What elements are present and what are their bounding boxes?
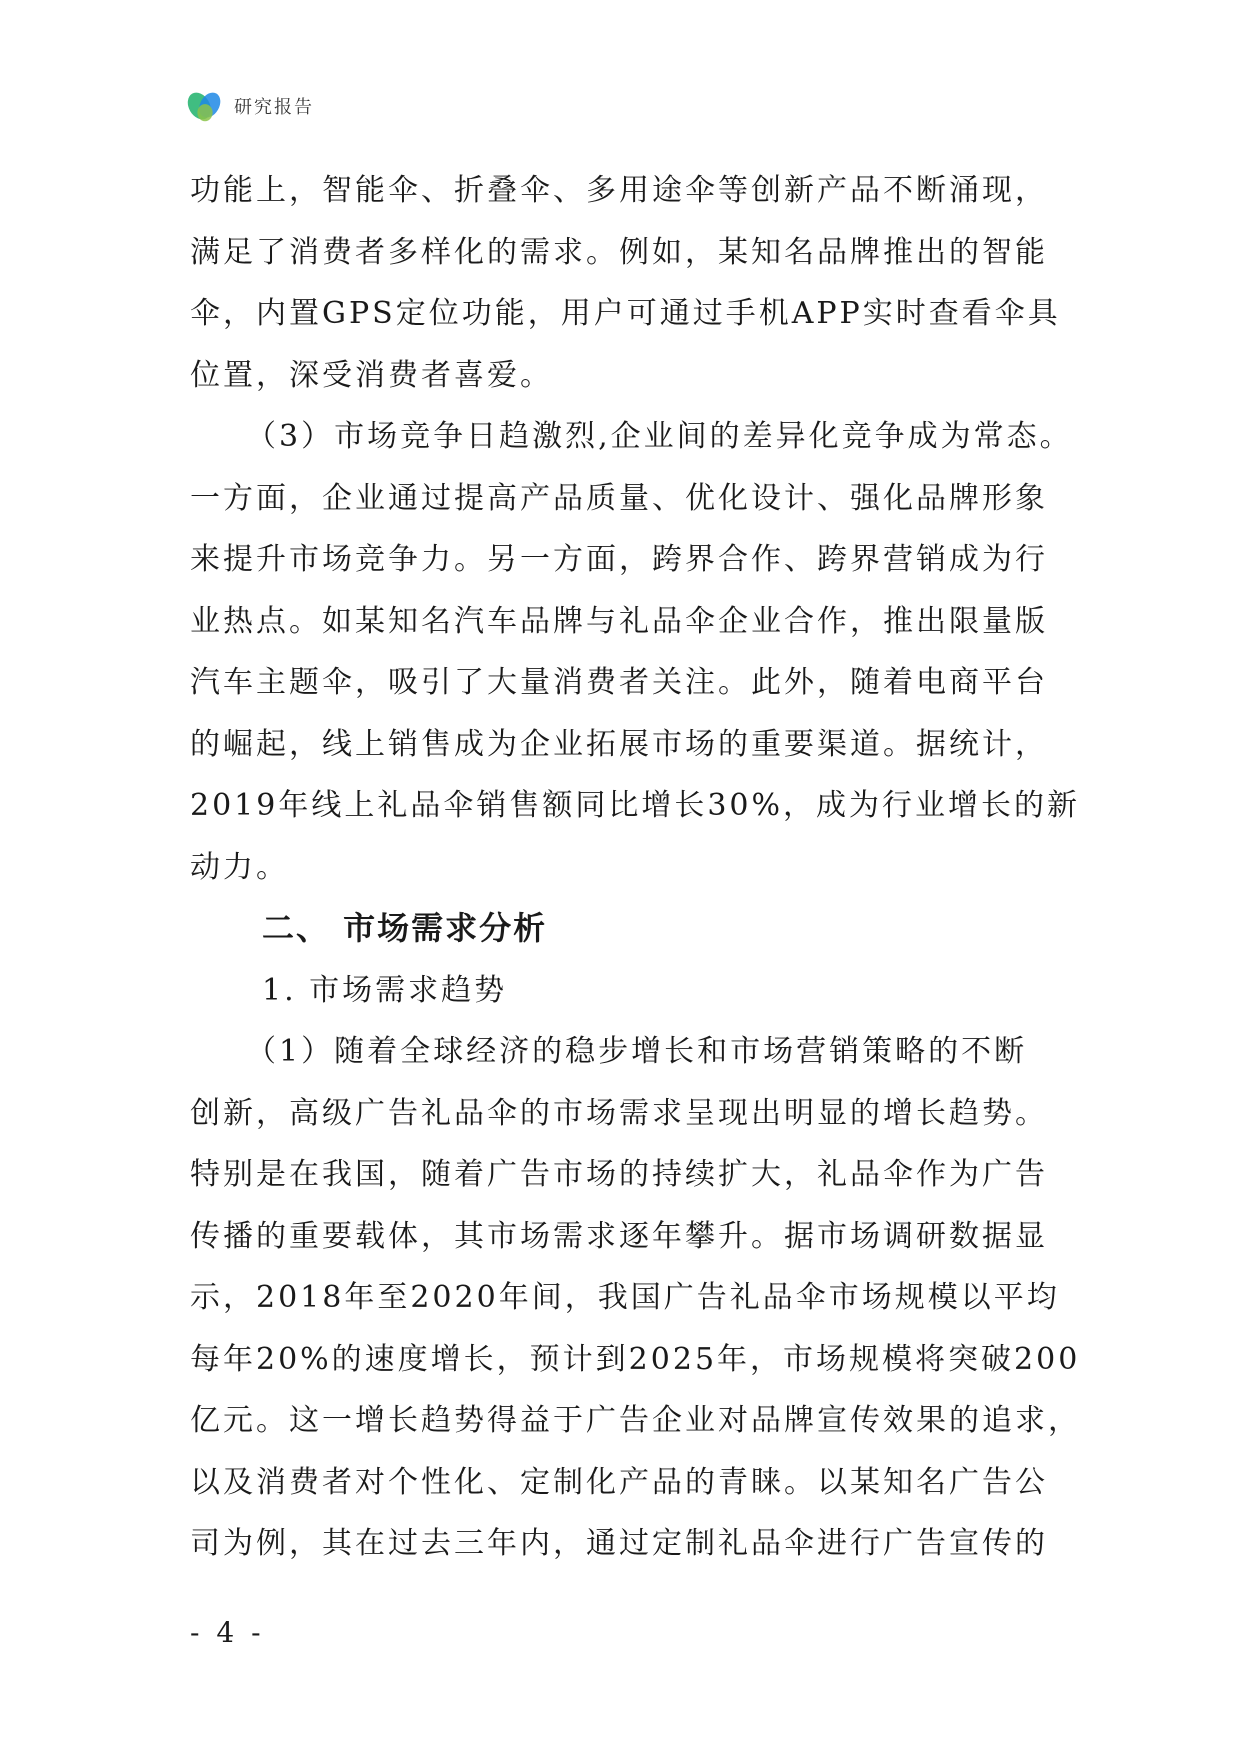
text-line: 的崛起，线上销售成为企业拓展市场的重要渠道。据统计，	[190, 726, 1048, 762]
text-line: 司为例，其在过去三年内，通过定制礼品伞进行广告宣传的	[190, 1526, 1048, 1561]
subsection-heading: 1. 市场需求趋势	[262, 972, 508, 1008]
text-line: 功能上，智能伞、折叠伞、多用途伞等创新产品不断涌现，	[190, 173, 1048, 208]
text-line: 一方面，企业通过提高产品质量、优化设计、强化品牌形象	[190, 480, 1048, 516]
document-body	[190, 160, 1081, 1575]
report-title: 研究报告	[234, 97, 314, 118]
text-line: 来提升市场竞争力。另一方面，跨界合作、跨界营销成为行	[190, 542, 1048, 577]
text-line: （1）随着全球经济的稳步增长和市场营销策略的不断	[246, 1034, 1028, 1069]
text-line: 业热点。如某知名汽车品牌与礼品伞企业合作，推出限量版	[190, 603, 1048, 639]
text-line: 2019年线上礼品伞销售额同比增长30%，成为行业增长的新	[190, 788, 1081, 823]
paragraph-2	[190, 406, 1081, 898]
text-line: 满足了消费者多样化的需求。例如，某知名品牌推出的智能	[190, 234, 1048, 270]
text-line: 动力。	[190, 849, 289, 885]
text-line: 伞，内置GPS定位功能，用户可通过手机APP实时查看伞具	[190, 296, 1061, 331]
text-line: 每年20%的速度增长，预计到2025年，市场规模将突破200	[190, 1341, 1081, 1377]
page-number: - 4 -	[190, 1616, 265, 1649]
text-line: 汽车主题伞，吸引了大量消费者关注。此外，随着电商平台	[190, 665, 1048, 700]
text-line: 位置，深受消费者喜爱。	[190, 357, 553, 393]
leaf-logo-icon	[186, 87, 224, 125]
text-line: 亿元。这一增长趋势得益于广告企业对品牌宣传效果的追求，	[190, 1403, 1081, 1438]
text-line: 示，2018年至2020年间，我国广告礼品伞市场规模以平均	[190, 1280, 1060, 1315]
paragraph-3	[190, 1021, 1081, 1575]
page-header	[186, 86, 314, 126]
paragraph-1	[190, 160, 1070, 406]
text-line: 特别是在我国，随着广告市场的持续扩大，礼品伞作为广告	[190, 1157, 1048, 1192]
text-line: 创新，高级广告礼品伞的市场需求呈现出明显的增长趋势。	[190, 1095, 1048, 1131]
text-line: 以及消费者对个性化、定制化产品的青睐。以某知名广告公	[190, 1464, 1048, 1500]
section-heading: 二、 市场需求分析	[262, 909, 548, 947]
text-line: 传播的重要载体，其市场需求逐年攀升。据市场调研数据显	[190, 1218, 1048, 1254]
text-line: （3）市场竞争日趋激烈,企业间的差异化竞争成为常态。	[246, 419, 1073, 454]
